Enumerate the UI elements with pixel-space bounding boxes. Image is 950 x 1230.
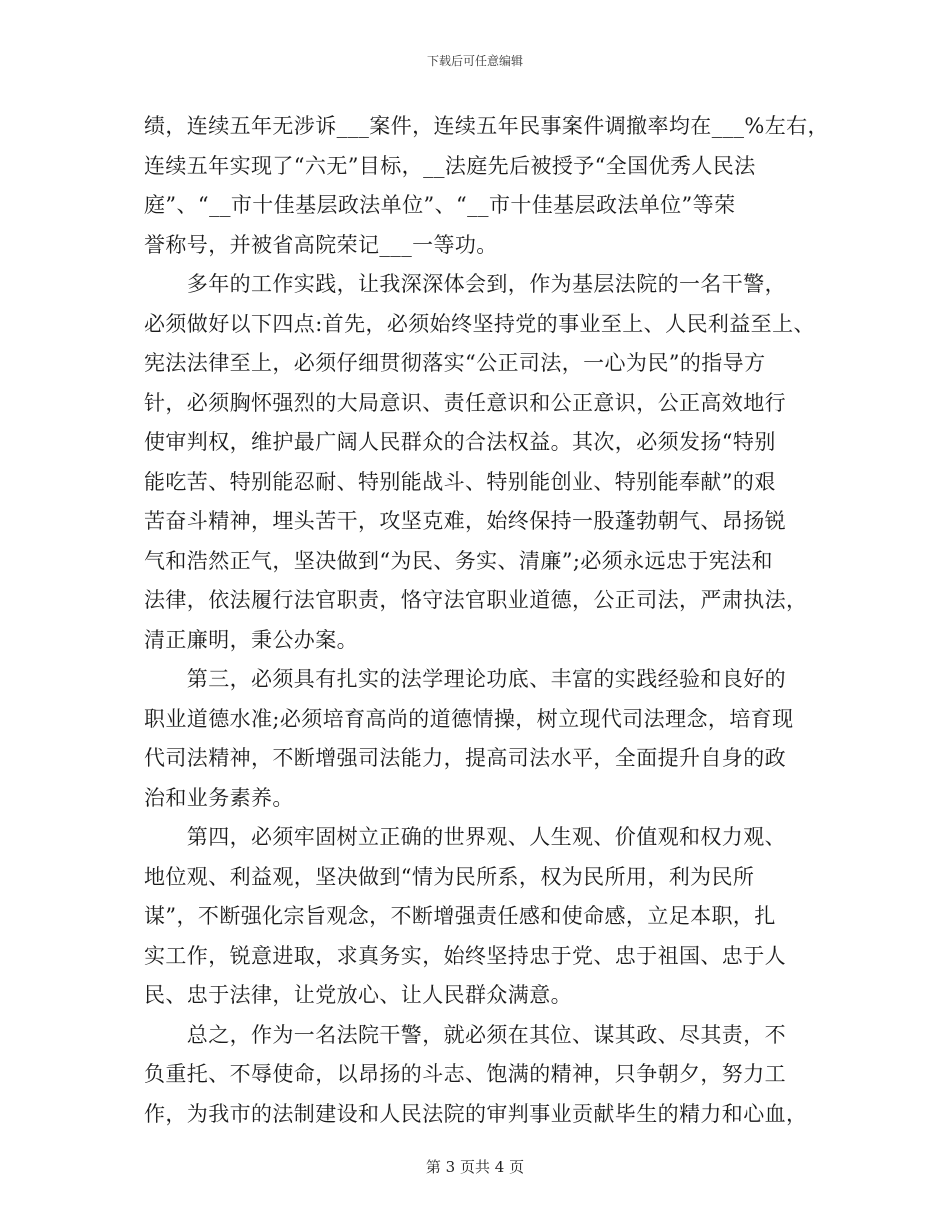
text-line: 第三，必须具有扎实的法学理论功底、丰富的实践经验和良好的 [144,667,786,691]
text-line: 代司法精神，不断增强司法能力，提高司法水平，全面提升自身的政 [144,746,786,770]
document-body [144,107,834,1134]
text-line: 针，必须胸怀强烈的大局意识、责任意识和公正意识，公正高效地行 [144,390,786,415]
page-footer: 第 3 页共 4 页 [425,1158,525,1176]
text-line: 总之，作为一名法院干警，就必须在其位、谋其政、尽其责，不 [144,1022,786,1047]
text-line: 誉称号，并被省高院荣记___一等功。 [144,232,498,257]
text-line: 庭”、“__市十佳基层政法单位”、“__市十佳基层政法单位”等荣 [144,193,736,217]
page-header: 下载后可任意编辑 [426,54,523,68]
text-line: 负重托、不辱使命，以昂扬的斗志、饱满的精神，只争朝夕，努力工 [144,1062,786,1086]
text-line: 地位观、利益观，坚决做到“情为民所系，权为民所用，利为民所 [144,864,755,889]
text-line: 治和业务素养。 [144,785,294,810]
text-line: 气和浩然正气，坚决做到“为民、务实、清廉”;必须永远忠于宪法和 [144,548,773,573]
text-line: 谋”，不断强化宗旨观念，不断增强责任感和使命感，立足本职，扎 [144,904,776,928]
text-line: 能吃苦、特别能忍耐、特别能战斗、特别能创业、特别能奉献”的艰 [144,469,776,494]
text-line: 第四，必须牢固树立正确的世界观、人生观、价值观和权力观、 [144,825,786,849]
text-line: 实工作，锐意进取，求真务实，始终坚持忠于党、忠于祖国、忠于人 [144,943,786,968]
text-line: 职业道德水准;必须培育高尚的道德情操，树立现代司法理念，培育现 [144,706,794,731]
text-line: 多年的工作实践，让我深深体会到，作为基层法院的一名干警， [144,272,786,296]
text-line: 法律，依法履行法官职责，恪守法官职业道德，公正司法，严肃执法， [144,588,808,612]
text-line: 宪法法律至上，必须仔细贯彻落实“公正司法，一心为民”的指导方 [144,351,766,375]
text-line: 作，为我市的法制建设和人民法院的审判事业贡献毕生的精力和心血， [144,1101,808,1126]
text-line: 民、忠于法律，让党放心、让人民群众满意。 [144,983,572,1007]
text-line: 连续五年实现了“六无”目标，__法庭先后被授予“全国优秀人民法 [144,153,756,178]
text-line: 绩，连续五年无涉诉___案件，连续五年民事案件调撤率均在___%左右， [144,114,829,138]
text-line: 使审判权，维护最广阔人民群众的合法权益。其次，必须发扬“特别 [144,430,776,454]
text-line: 清正廉明，秉公办案。 [144,627,358,652]
text-line: 必须做好以下四点:首先，必须始终坚持党的事业至上、人民利益至上、 [144,311,815,336]
text-line: 苦奋斗精神，埋头苦干，攻坚克难，始终保持一股蓬勃朝气、昂扬锐 [144,509,786,533]
